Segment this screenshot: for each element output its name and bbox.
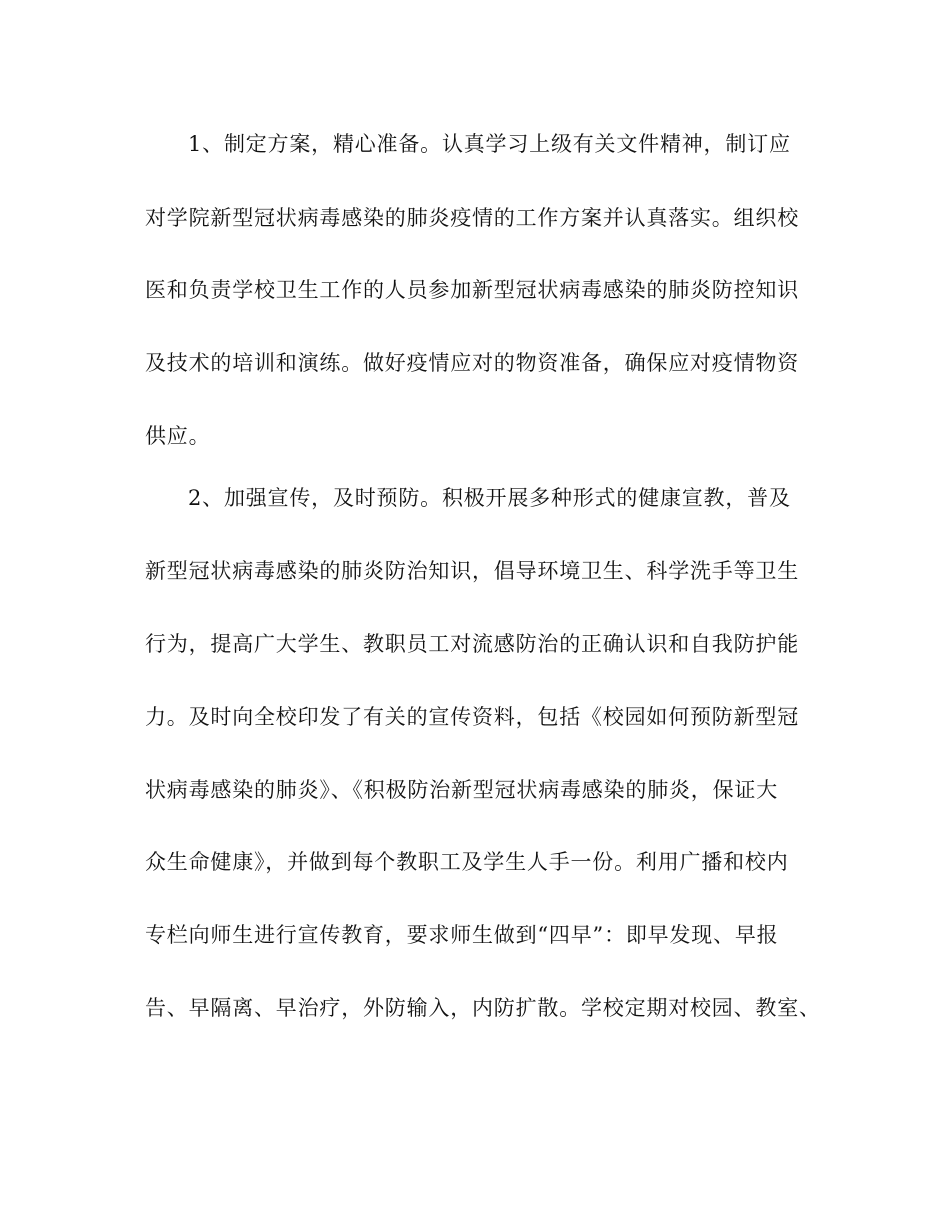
paragraph-2-line-7: 专栏向师生进行宣传教育，要求师生做到“四早”：即早发现、早报 [145,923,779,947]
paragraph-2-line-3: 行为，提高广大学生、教职员工对流感防治的正确认识和自我防护能 [145,632,799,656]
paragraph-2-line-4: 力。及时向全校印发了有关的宣传资料，包括《校园如何预防新型冠 [145,705,799,729]
paragraph-2-line-8: 告、早隔离、早治疗，外防输入，内防扩散。学校定期对校园、教室、 [145,996,821,1020]
paragraph-2-line-6: 众生命健康》，并做到每个教职工及学生人手一份。利用广播和校内 [145,850,789,874]
paragraph-1-line-3: 医和负责学校卫生工作的人员参加新型冠状病毒感染的肺炎防控知识 [145,278,799,302]
paragraph-2-line-5: 状病毒感染的肺炎》、《积极防治新型冠状病毒感染的肺炎，保证大 [145,778,778,802]
paragraph-2-line-1: 2、加强宣传，及时预防。积极开展多种形式的健康宣教，普及 [188,486,791,510]
paragraph-1-line-4: 及技术的培训和演练。做好疫情应对的物资准备，确保应对疫情物资 [145,351,799,375]
paragraph-2-line-2: 新型冠状病毒感染的肺炎防治知识，倡导环境卫生、科学洗手等卫生 [145,559,799,583]
paragraph-1-line-1: 1、制定方案，精心准备。认真学习上级有关文件精神，制订应 [188,132,791,156]
paragraph-1-line-2: 对学院新型冠状病毒感染的肺炎疫情的工作方案并认真落实。组织校 [145,206,799,230]
paragraph-1-line-5: 供应。 [145,424,211,448]
